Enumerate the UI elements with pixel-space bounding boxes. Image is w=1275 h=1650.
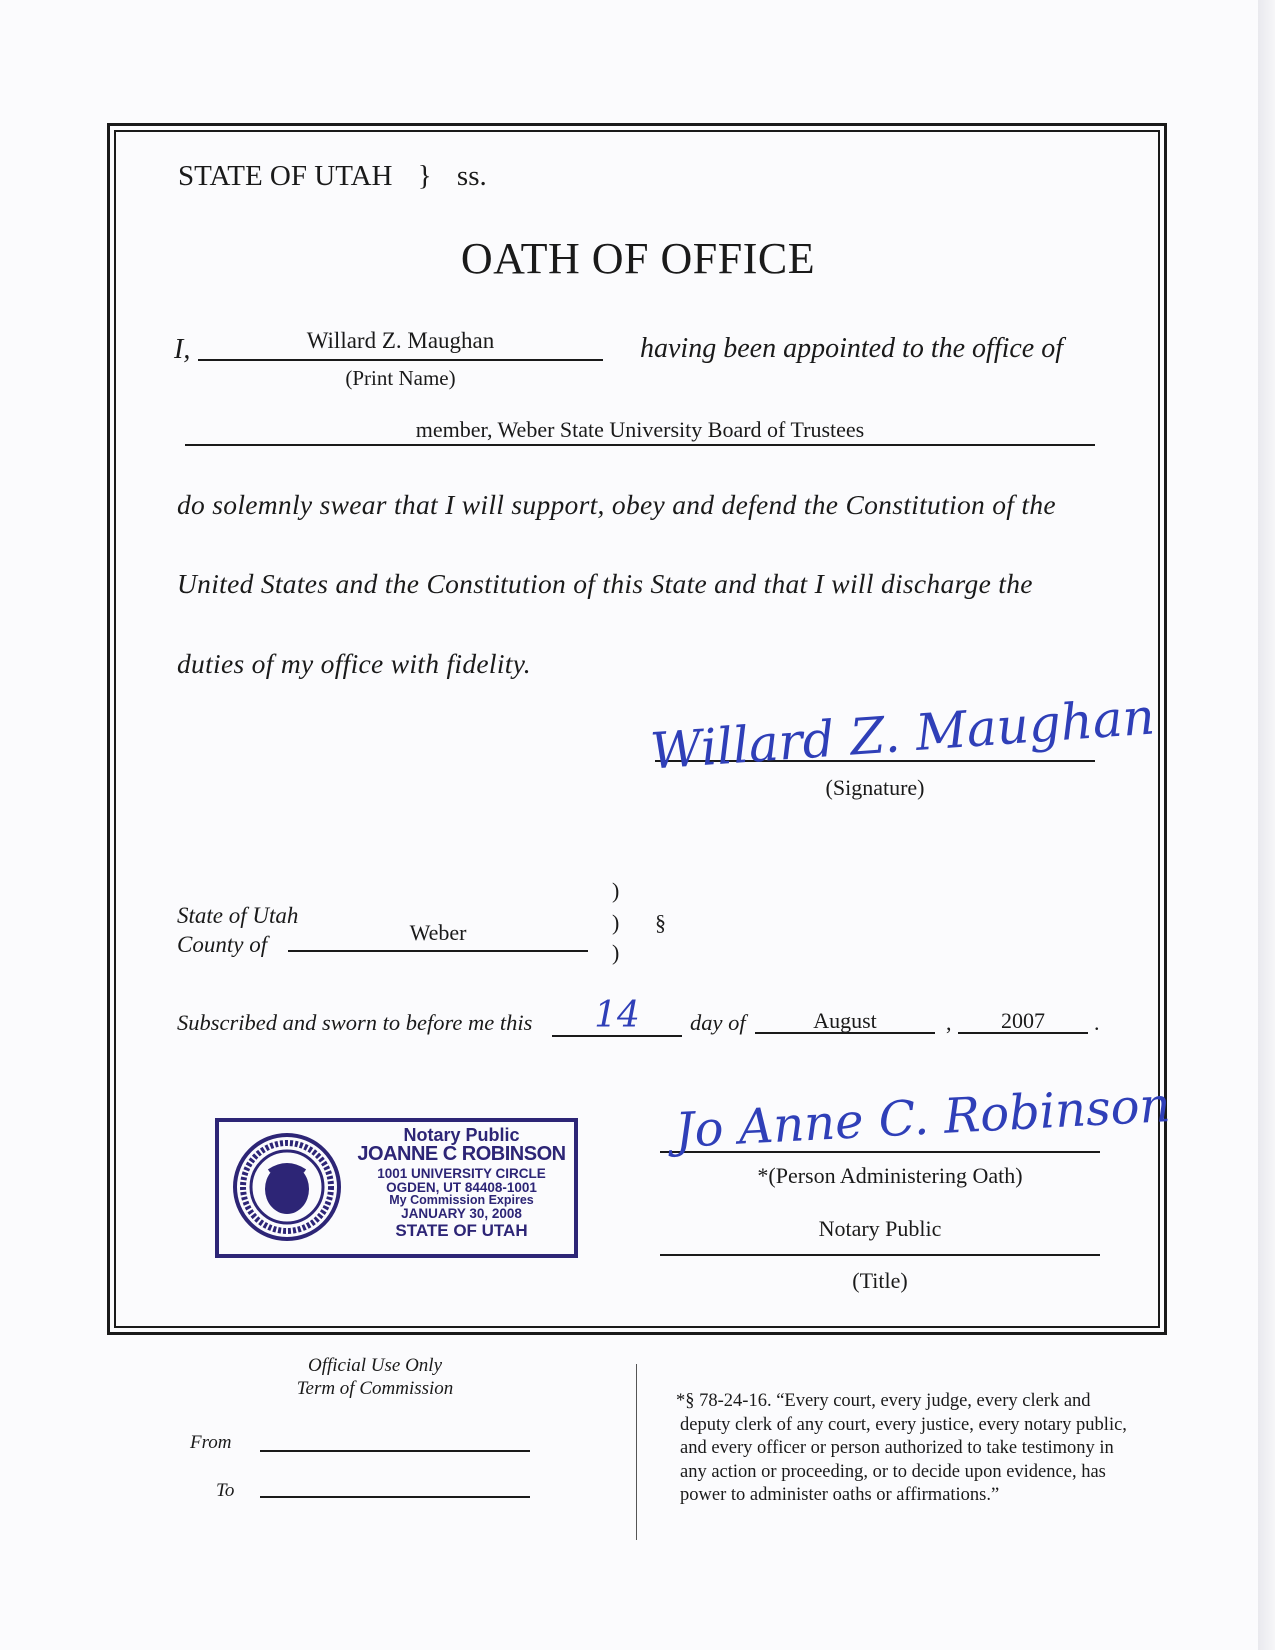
- county-line: [288, 950, 588, 952]
- official-use-line-2: Term of Commission: [296, 1378, 454, 1399]
- stamp-line-2: JOANNE C ROBINSON: [357, 1143, 566, 1165]
- sworn-day-value: 14: [594, 995, 640, 1036]
- stamp-text: [349, 1126, 574, 1239]
- county-value: Weber: [409, 920, 467, 945]
- footnote-line-3: and every officer or person authorized to take testimony in: [680, 1438, 1114, 1458]
- print-name-value: Willard Z. Maughan: [306, 328, 495, 353]
- print-name-caption: (Print Name): [345, 366, 456, 390]
- section-symbol: §: [655, 910, 666, 935]
- state-seal-icon: [231, 1131, 343, 1243]
- administrator-signature: Jo Anne C. Robinson: [673, 1077, 1172, 1159]
- venue-county-label: County of: [177, 932, 268, 957]
- title-line: [660, 1254, 1100, 1256]
- venue-paren-1: ): [612, 878, 620, 903]
- footnote-line-1: *§ 78-24-16. “Every court, every judge, every clerk and: [676, 1391, 1091, 1411]
- sworn-year-value: 2007: [1001, 1008, 1045, 1033]
- oath-body-line-2: United States and the Constitution of this State and that I will discharge the: [177, 568, 1033, 599]
- office-value: member, Weber State University Board of Trustees: [415, 417, 865, 442]
- stamp-line-7: STATE OF UTAH: [395, 1221, 528, 1240]
- sworn-day-line: [552, 1035, 682, 1037]
- to-line: [260, 1496, 530, 1498]
- statute-footnote: [676, 1390, 1176, 1508]
- administrator-caption: *(Person Administering Oath): [757, 1163, 1023, 1188]
- venue-paren-2: ): [612, 910, 620, 935]
- signature-caption: (Signature): [825, 775, 925, 800]
- office-line: [185, 444, 1095, 446]
- document-title: OATH OF OFFICE: [460, 234, 816, 283]
- print-name-line: [198, 359, 603, 361]
- official-use-line-1: Official Use Only: [307, 1355, 443, 1376]
- sworn-comma: ,: [946, 1010, 952, 1035]
- sworn-month-value: August: [813, 1008, 877, 1033]
- from-label: From: [190, 1432, 232, 1453]
- footnote-line-5: power to administer oaths or affirmations.”: [680, 1485, 1000, 1505]
- title-caption: (Title): [852, 1268, 908, 1293]
- title-value: Notary Public: [818, 1216, 942, 1241]
- stamp-line-3: 1001 UNIVERSITY CIRCLE: [377, 1166, 546, 1181]
- venue-state-label: State of Utah: [177, 903, 299, 928]
- stamp-line-4: OGDEN, UT 84408-1001: [386, 1179, 537, 1195]
- footnote-line-4: any action or proceeding, or to decide upon evidence, has: [680, 1461, 1106, 1482]
- ss-label: ss.: [456, 160, 487, 192]
- stamp-line-1: Notary Public: [403, 1125, 520, 1145]
- footer-divider: [636, 1364, 637, 1540]
- footnote-line-2: deputy clerk of any court, every justice, every notary public,: [680, 1414, 1127, 1435]
- sworn-period: .: [1094, 1010, 1100, 1035]
- oath-body-line-1: do solemnly swear that I will support, obey and defend the Constitution of the: [177, 489, 1056, 520]
- sworn-month-line: [755, 1032, 935, 1034]
- sworn-prefix: Subscribed and sworn to before me this: [177, 1010, 533, 1035]
- i-label: I,: [174, 334, 191, 365]
- stamp-line-6: JANUARY 30, 2008: [401, 1205, 522, 1221]
- venue-paren-3: ): [612, 940, 620, 965]
- sworn-year-line: [958, 1032, 1088, 1034]
- state-heading: [178, 160, 487, 193]
- stamp-line-5: My Commission Expires: [389, 1193, 534, 1207]
- official-use-heading: [250, 1354, 500, 1400]
- state-label: STATE OF UTAH: [178, 160, 393, 192]
- to-label: To: [216, 1480, 235, 1501]
- oath-taker-signature: Willard Z. Maughan: [648, 687, 1157, 781]
- page-edge-shadow: [1258, 0, 1275, 1650]
- notary-stamp: [215, 1118, 578, 1258]
- brace: }: [417, 160, 432, 192]
- oath-body-line-3: duties of my office with fidelity.: [177, 648, 531, 679]
- from-line: [260, 1450, 530, 1452]
- appointed-text: having been appointed to the office of: [640, 333, 1064, 364]
- sworn-day-label: day of: [690, 1010, 746, 1035]
